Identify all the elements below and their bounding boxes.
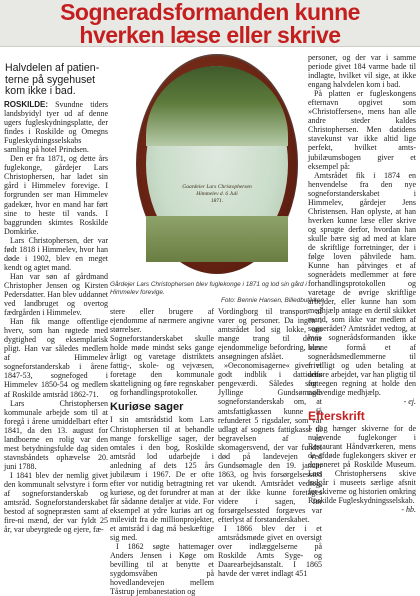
col-a-paragraph-4: Han var søn af gårdmand Christopher Jensen og Kirsten Pedersdatter. Han blev uddannet ved landbruget og overtog fædrgården i Himmelev. (4, 271, 108, 318)
photo-credit: Foto: Bennie Hansen, Billedbutikken (220, 296, 324, 304)
dateline-kicker: ROSKILDE: (4, 100, 48, 109)
headline-line-1: Sogneradsformanden kunne (60, 0, 360, 25)
col-a-p1-text: Svundne tiders landsbyidyl tyer ud af denne ugers fugleskydningsplatte, der findes i Roskilde og Omegns Fugleskydningsselskabs samling på hotel Prindsen. (4, 100, 108, 155)
col-b-paragraph-2: I sin amtsrådstid kom Lars Christophersen til at behandle mange forskellige sager, der omtales i den bog, Roskilde amtsråd lod udarbejde i anledning af dets 125 års jubilæum i 1967. De er ofte efter vor nutidig betragtning ret kuriøse, og det forundrer at man får sådanne detaljer at vide. For eksempel at ydre kuriøs art og milevidt fra de millionprojekter, et amtsråd i dag må beskæftige sig med. (110, 415, 214, 543)
lead-text (5, 63, 180, 98)
plate-pond-foreground (146, 216, 288, 262)
col-c-paragraph-3: I 1866 blev der i et amtsrådsmøde givet en oversigt over indlæggelserne på Roskilde Amts Syge- og Daarearbejdsanstalt. I 1865 havde der været indlagt 451 (218, 524, 322, 579)
col-d-paragraph-2: På platten er fugleskongens efternavn opgivet som »Christoffersen«, mens han alle andre steder kaldes Christophersen. Men datidens stavekunst var ikke altid lige perfekt, hvilket amts-jubilæumsbogen giver et eksempel på: (308, 89, 416, 171)
column-a (4, 100, 108, 560)
plate-inscription-line-1: Gaardeier Lars Christophersen (182, 184, 252, 190)
col-d-paragraph-1: personer, og der var i samme periode givet 184 varme bade til indlagte, hvilket vil sige, at ikke engang halvdelen kom i bad. (308, 53, 416, 90)
plate-inscription (154, 184, 280, 205)
col-a-paragraph-5: Han fik mange offentlige hverv, som han røgtede med dygtighed og eksemplarisk pligt. Han var således medlem af Himmelev sogneforstanderskab i årene 1847-53, sognefoged i Himmelev 1850-54 og medlem af Roskilde amtsråd 1862-71. (4, 317, 108, 399)
subheading-kuriose-sager: Kuriøse sager (110, 401, 184, 414)
lead-line-1: Halvdelen af patien- (5, 62, 100, 74)
headline-line-2: hverken læse eller skrive (79, 22, 341, 48)
caption-text: Gårdejer Lars Christophersen blev fuglekonge i 1871 og lod sin gård i Himmelev forevige. (110, 281, 307, 296)
bird-shooting-plate-image (136, 54, 298, 274)
col-b-paragraph-1: stere eller brugere af ejendomme af nærmere angivne størrelser. Sogneforstanderskabet skulle holde møde mindst seks gange årligt og varetage distriktets fattig-, skole- og vejvæsen, foretage den kommunale skatteligning og føre regnskaber og forhandlingsprotokoller. (110, 307, 214, 398)
plate-inscription-line-2: Himmelev d. 6 Juli (196, 191, 238, 197)
col-b-paragraph-3: I 1862 søgte hattemager Anders Jensen i Køge om bevilling til at benytte et sygdomsvåben på hovedlandevejen mellem Tåstrup jernbanestation og (110, 542, 214, 596)
plate-inscription-line-3: 1871. (210, 198, 224, 204)
lead-line-2: terne på sygehuset (5, 73, 96, 86)
col-c-paragraph-2: »Oeconomisagerne« giver et godt indblik i dattidens pengeværdi. Således søgte Jyllinge Gundsømagle sogneforstanderskab om, at amtsfattigkassen kunne få refunderet 5 rigsdaler, som var udlagt af sognets fattigkasse til begravelsen af en skomagersvend, der var fundet død på landevejen ved Gundsømagle den 19. januar 1863, og hvis forsørgelsessted var ukendt. Amtsrådet vedtog, at der ikke kunne foretages videre i sagen, før forsørgelsessted forgæves var efterlyst af forstanderskabet. (218, 361, 322, 525)
lead-line-3: kom ikke i bad. (5, 85, 76, 98)
subheading-efterskrift: Efterskrift (308, 408, 365, 423)
col-a-paragraph-7: I 1841 blev der nemlig givet den kommunalt selvstyre i form af sogneforstanderskab og amtsråd. Sogneforstanderskabet bestod af sognepræsten samt af fire-ni mænd, der var fyldt 25 år, var ubeyrgtede og ejere, fæ- (4, 470, 108, 535)
column-c (218, 307, 322, 579)
author-signature-1: - ej. (403, 396, 416, 406)
photo-caption (110, 281, 324, 304)
col-a-paragraph-1 (4, 100, 108, 154)
col-a-paragraph-6: Lars Christophersen kommunale arbejde som til at foregå i årene umiddelbart efter 1841, da den 13. august for landboerne en rolig var den mest betydningsfulde dag siden stavnsbåndets ophævelse 20. juni 1788. (4, 398, 108, 471)
plate-painting (146, 66, 288, 262)
plate-trees (146, 66, 288, 146)
author-signature-2: - hb. (401, 505, 416, 515)
headline-block (0, 0, 420, 47)
col-a-paragraph-2: Den er fra 1871, og dette års fuglekonge, gårdejer Lars Christophersen, har ladet sin gård i Himmelev forevige. I forgrunden ser man Himmelev gadekær, hvor en mand har ført sine to heste til vands. I baggrunden skimtes Roskilde Domkirke. (4, 154, 108, 236)
column-b (110, 307, 214, 596)
column-d (308, 53, 416, 563)
col-c-paragraph-1: Vordingborg til transport af varer og personer. Da ingen i amtsrådet lod sig lokke, om mange trang til denne ejendommelige befordring, blev ansøgningen afslået. (218, 307, 322, 362)
col-d-paragraph-3: Amtsrådet fik i 1874 en henvendelse fra den nye sogneforstanderskabet i Himmelev, gårdejer Jens Christensen. Han oplyste, at han hverken kunne læse eller skrive og sprugte derfor, hvordan han skulle bære sig ad med at klare de skriftlige forretninger, der i følge loven påhvilede ham. Kunne han påtvinges et af sognerådets medlemmer at føre forhandlingsprotokollen og varetage de øvrige skriftlige arbejder, eller kunne han som medhjælp antage en dertil skikket mand, som ikke var medlem af sognerådet? Amtsrådet vedtog, at hvis sognerådsformanden ikke kunne formå et af sognerådsmedlemmerne til frivilligt og uden betaling at udføre arbejdet, var han pligtig til for egen regning at holde den nødvendige medhjælp. (308, 170, 416, 397)
col-d-paragraph-4: I dag hænger skiverne for de nulevende fuglekonger i Restaurant Håndværkeren, mens de afdøde fuglekongers skiver er deponeret på Roskilde Museum. Lars Christophersens skive indgår i museets særlige afsnit for skiverne og historien omkring Roskilde Fugleskydningsselskab. (308, 423, 416, 506)
col-a-paragraph-3: Lars Christophersen, der var født 1818 i Himmelev, hvor han døde i 1902, blev en meget kendt og agtet mand. (4, 235, 108, 272)
